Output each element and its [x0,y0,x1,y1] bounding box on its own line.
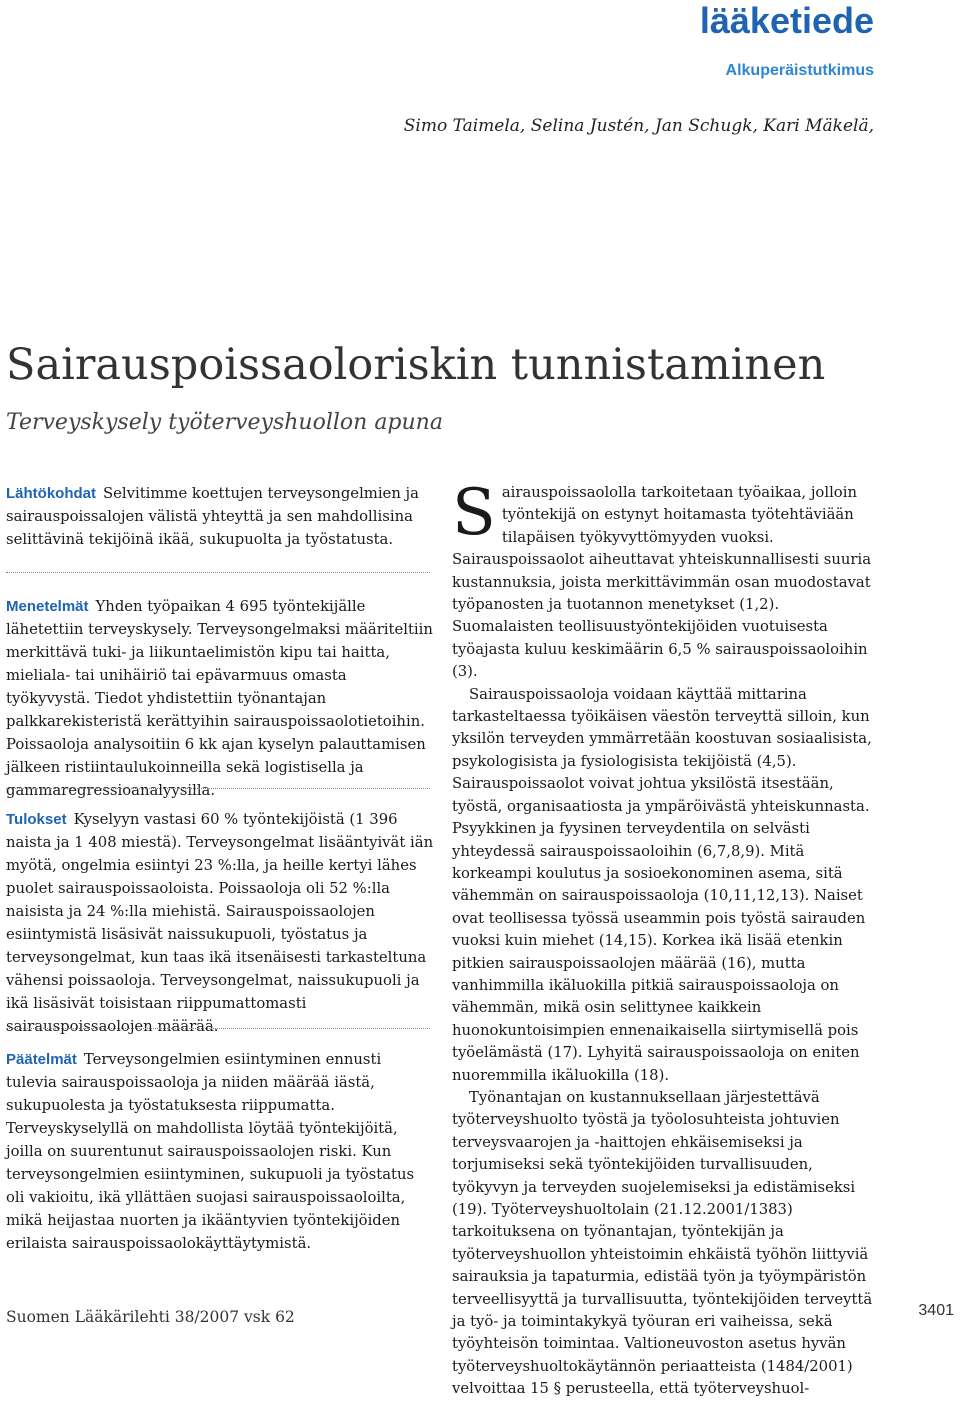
abstract-text-results: Kyselyyn vastasi 60 % työntekijöistä (1 396 naista ja 1 408 miestä). Terveysongelmat lisääntyivät iän myötä, ongelmia esiintyi 23 %:lla, ja heille kertyi lähes puolet sairauspoissaoloista. Poissaoloja oli 52 %:lla naisista ja 24 %:lla miehistä. Sairauspoissaolojen esiintymistä lisäsivät naissukupuoli, työstatus ja terveysongelmat, kun taas ikä itsenäisesti tarkasteltuna vähensi poissaoloja. Terveysongelmat, naissukupuoli ja ikä lisäsivät toisistaan riippumattomasti sairauspoissaolojen määrää. [6,811,434,1035]
divider [6,1028,430,1029]
body-paragraph-3: Työnantajan on kustannuksellaan järjestettävä työterveyshuolto työstä ja työolosuhteista johtuvien terveysvaarojen ja -haittojen ehkäisemiseksi ja torjumiseksi sekä työntekijöiden turvallisuuden, työkyvyn ja terveyden suojelemiseksi ja edistämiseksi (19). Työterveyshuoltolain (21.12.2001/1383) tarkoituksena on työnantajan, työntekijän ja työterveyshuollon yhteistoimin ehkäistä työhön liittyviä sairauksia ja tapaturmia, edistää työn ja työympäristön terveellisyyttä ja turvallisuutta, työntekijöiden terveyttä ja työ- ja toimintakykyä työuran eri vaiheissa, sekä työyhteisön toimintaa. Valtioneuvoston asetus hyvän työterveyshuoltokäytännön periaatteista (1484/2001) velvoittaa 15 § perusteella, että työterveyshuol- [452,1088,873,1398]
abstract-background [6,482,434,551]
abstract-conclusions [6,1048,434,1255]
article-type: Alkuperäistutkimus [725,62,874,79]
body-text [452,476,874,1401]
article-subtitle: Terveyskysely työterveyshuollon apuna [6,410,443,435]
footer-journal: Suomen Lääkärilehti 38/2007 vsk 62 [6,1308,295,1326]
abstract-text-conclusions: Terveysongelmien esiintyminen ennusti tulevia sairauspoissaoloja ja niiden määrää iästä, sukupuolesta ja työstatuksesta riippumatta. Terveyskyselyllä on mahdollista löytää työntekijöitä, joilla on suurentunut sairauspoissaolojen riski. Kun terveysongelmien esiintyminen, sukupuoli ja työstatus oli vakioitu, ikä yllättäen suojasi sairauspoissaoloilta, mikä heijastaa nuorten ja ikääntyvien työntekijöiden erilaista sairauspoissaolokäyttäytymistä. [6,1051,415,1252]
divider [6,788,430,789]
divider [6,572,430,573]
article-title: Sairauspoissaoloriskin tunnistaminen [6,340,826,390]
abstract-heading-background: Lähtökohdat [6,485,96,502]
abstract-heading-conclusions: Päätelmät [6,1051,77,1068]
abstract-text-methods: Yhden työpaikan 4 695 työntekijälle lähetettiin terveyskysely. Terveysongelmaksi määriteltiin merkittävä tuki- ja liikuntaelimistön kipu tai haitta, mieliala- tai unihäiriö tai epävarmuus omasta työkyvystä. Tiedot yhdistettiin työnantajan palkkarekisteristä kerättyihin sairauspoissaolotietoihin. Poissaoloja analysoitiin 6 kk ajan kyselyn palauttamisen jälkeen ristiintaulukoinneilla sekä logistisella ja gammaregressioanalyysilla. [6,598,433,799]
body-paragraph-2: Sairauspoissaoloja voidaan käyttää mittarina tarkasteltaessa työikäisen väestön terveyttä silloin, kun yksilön terveyden ymmärretään koostuvan sosiaalisista, psykologisista ja fysiologisista tekijöistä (4,5). Sairauspoissaolot voivat johtua yksilöstä itsestään, työstä, organisaatiosta ja ympäröivästä yhteiskunnasta. Psyykkinen ja fyysinen terveydentila on selvästi yhteydessä sairauspoissaoloihin (6,7,8,9). Mitä korkeampi koulutus ja sosioekonominen asema, sitä vähemmän on sairauspoissaoloja (10,11,12,13). Naiset ovat teollisessa työssä useammin pois työstä sairauden vuoksi kuin miehet (14,15). Korkea ikä lisää etenkin pitkien sairauspoissaolojen määrää (16), mutta vanhimmilla ikäluokilla pitkiä sairauspoissaoloja on vähemmän, mikä osin selittynee kaikkein huonokuntoisimpien ennenaikaisella siirtymisellä pois työelämästä (17). Lyhyitä sairauspoissaoloja on eniten nuoremmilla ikäluokilla (18). [452,685,872,1084]
abstract-text-background: Selvitimme koettujen terveysongelmien ja sairauspoissalojen välistä yhteyttä ja sen mahdollisina selittävinä tekijöinä ikää, sukupuolta ja työstatusta. [6,485,419,548]
body-paragraph-1-text: airauspoissaololla tarkoitetaan työaikaa, jolloin työntekijä on estynyt hoitamasta työtehtäviään tilapäisen työkyvyttömyyden vuoksi. Sairauspoissaolot aiheuttavat yhteiskunnallisesti suuria kustannuksia, joista merkittävimmän osan muodostavat työpanosten ja tuotannon menetykset (1,2). Suomalaisten teollisuustyöntekijöiden vuotuisesta työajasta kuluu keskimäärin 6,5 % sairauspoissaoloihin (3). [452,484,872,681]
page-number: 3401 [918,1302,954,1319]
abstract-heading-results: Tulokset [6,811,67,828]
drop-cap: S [452,476,496,550]
body-paragraph-1 [452,476,874,684]
abstract-results [6,808,434,1038]
authors: Simo Taimela, Selina Justén, Jan Schugk, Kari Mäkelä, [403,116,874,136]
abstract-heading-methods: Menetelmät [6,598,89,615]
section-tag: lääketiede [699,0,874,41]
abstract-methods [6,595,434,802]
